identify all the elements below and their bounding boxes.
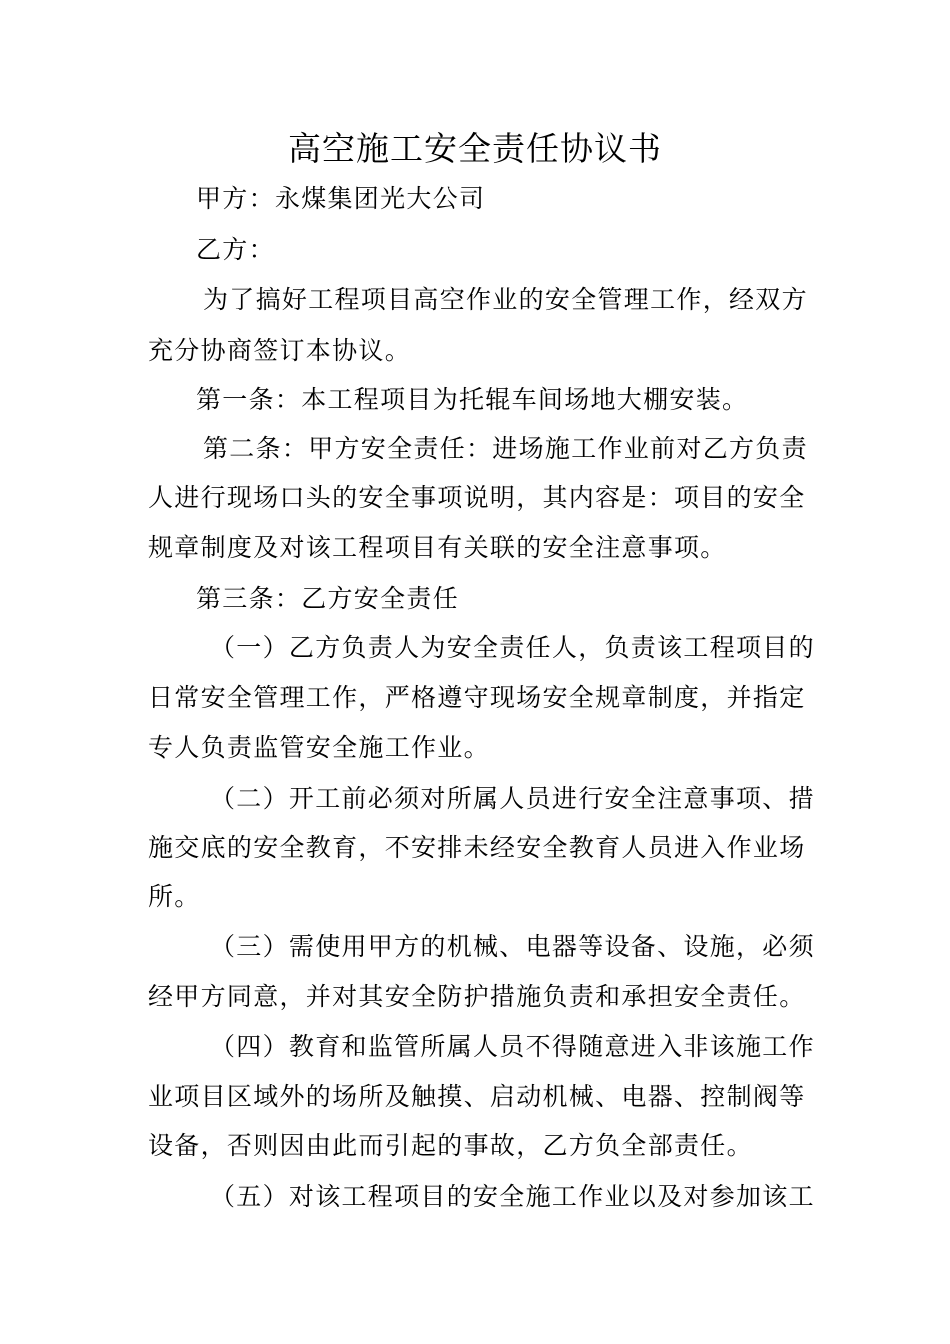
item-3-line-1: （三）需使用甲方的机械、电器等设备、设施，必须	[210, 932, 815, 961]
item-5-line-1: （五）对该工程项目的安全施工作业以及对参加该工	[210, 1182, 815, 1211]
item-2-line-2: 施交底的安全教育，不安排未经安全教育人员进入作业场	[148, 833, 806, 862]
document-title: 高空施工安全责任协议书	[288, 129, 662, 168]
item-1-line-3: 专人负责监管安全施工作业。	[148, 733, 490, 762]
item-4-line-1: （四）教育和监管所属人员不得随意进入非该施工作	[210, 1032, 815, 1061]
item-4-line-2: 业项目区域外的场所及触摸、启动机械、电器、控制阀等	[148, 1082, 806, 1111]
item-2-line-3: 所。	[148, 882, 201, 911]
article-2-line-2: 人进行现场口头的安全事项说明，其内容是：项目的安全	[148, 483, 806, 512]
party-a-line: 甲方：永煤集团光大公司	[196, 184, 486, 213]
party-b-line: 乙方：	[196, 235, 275, 264]
article-2-line-1: 第二条：甲方安全责任：进场施工作业前对乙方负责	[203, 434, 808, 463]
item-4-line-3: 设备，否则因由此而引起的事故，乙方负全部责任。	[148, 1131, 753, 1160]
item-1-line-1: （一）乙方负责人为安全责任人，负责该工程项目的	[210, 633, 815, 662]
article-1: 第一条：本工程项目为托辊车间场地大棚安装。	[196, 385, 749, 414]
article-3-heading: 第三条：乙方安全责任	[196, 584, 460, 613]
item-2-line-1: （二）开工前必须对所属人员进行安全注意事项、措	[210, 784, 815, 813]
item-3-line-2: 经甲方同意，并对其安全防护措施负责和承担安全责任。	[148, 982, 806, 1011]
intro-line-2: 充分协商签订本协议。	[148, 336, 412, 365]
article-2-line-3: 规章制度及对该工程项目有关联的安全注意事项。	[148, 533, 727, 562]
item-1-line-2: 日常安全管理工作，严格遵守现场安全规章制度，并指定	[148, 683, 806, 712]
intro-line-1: 为了搞好工程项目高空作业的安全管理工作，经双方	[203, 285, 808, 314]
